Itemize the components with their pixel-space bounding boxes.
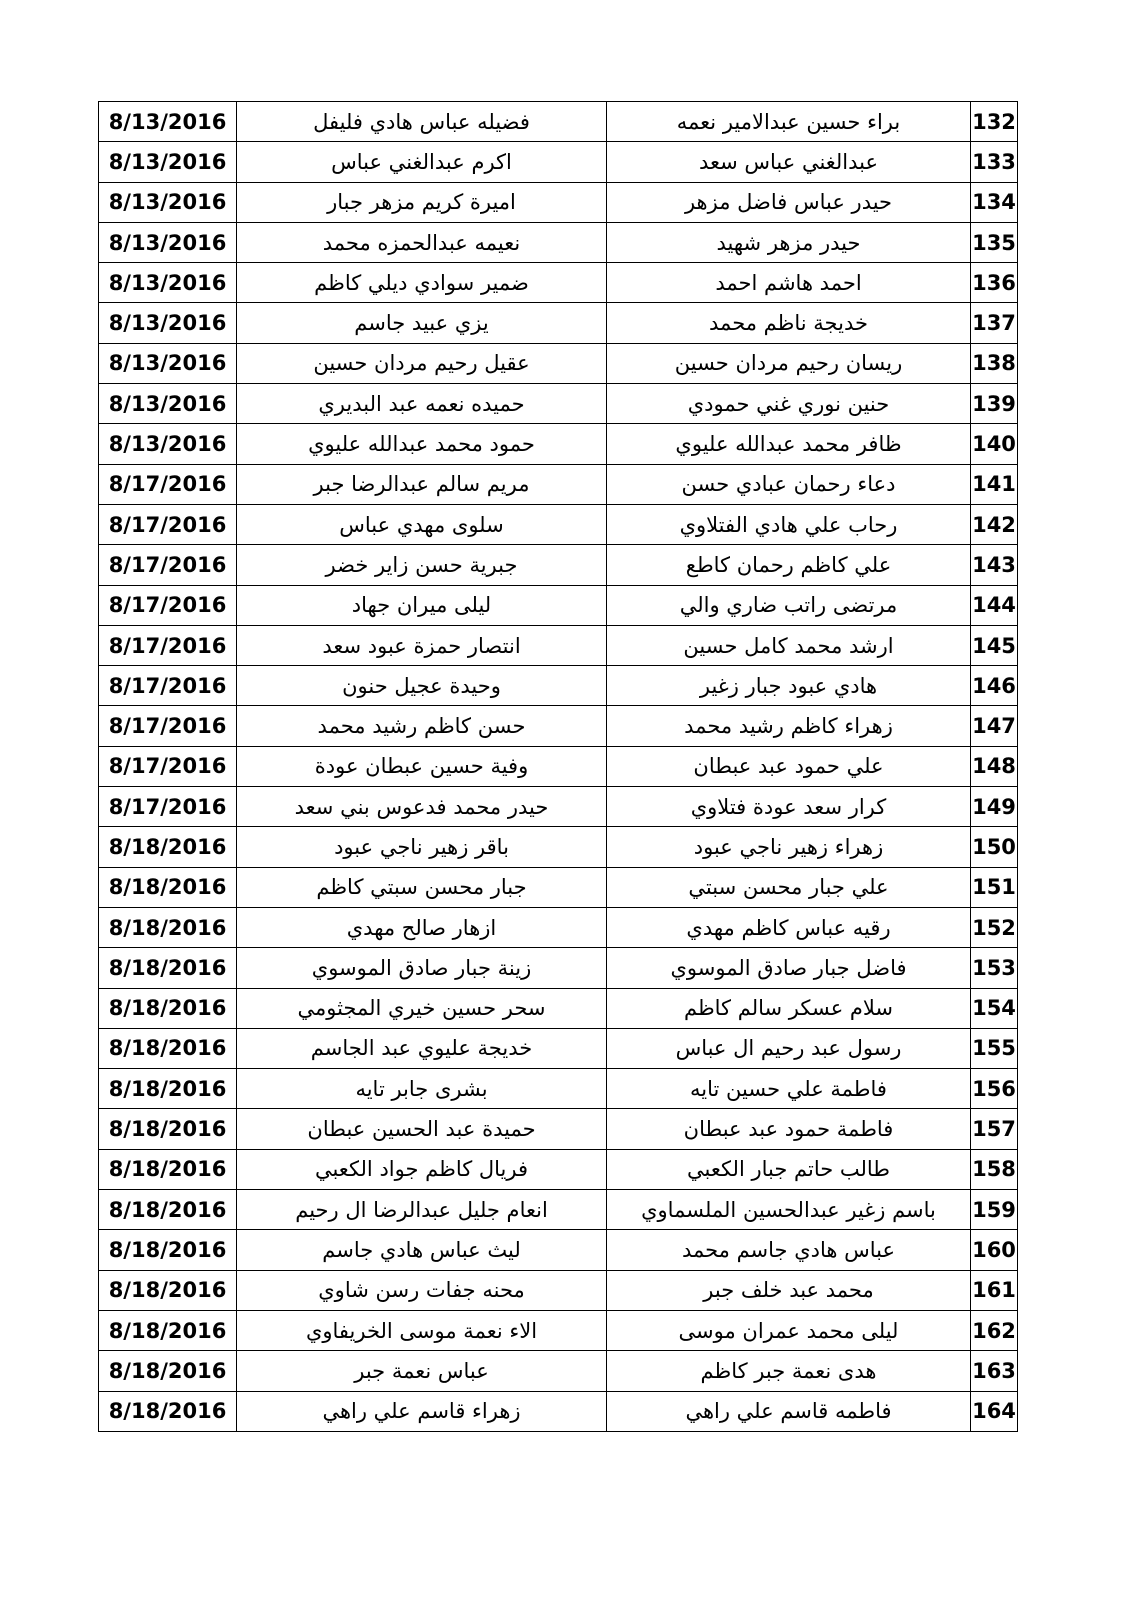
row-number-cell: 140 [971,424,1018,464]
roster-body [99,102,1018,1432]
second-name-cell: انعام جليل عبدالرضا ال رحيم [237,1190,607,1230]
date-cell: 8/18/2016 [99,907,237,947]
first-name-cell: هدى نعمة جبر كاظم [607,1351,971,1391]
date-cell: 8/17/2016 [99,545,237,585]
second-name-cell: وفية حسين عبطان عودة [237,746,607,786]
first-name-cell: علي حمود عبد عبطان [607,746,971,786]
date-cell: 8/13/2016 [99,384,237,424]
table-row [99,746,1018,786]
date-cell: 8/13/2016 [99,424,237,464]
first-name-cell: ظافر محمد عبدالله عليوي [607,424,971,464]
second-name-cell: بشرى جابر تايه [237,1069,607,1109]
second-name-cell: باقر زهير ناجي عبود [237,827,607,867]
second-name-cell: خديجة عليوي عبد الجاسم [237,1028,607,1068]
row-number-cell: 133 [971,142,1018,182]
date-cell: 8/13/2016 [99,343,237,383]
row-number-cell: 156 [971,1069,1018,1109]
table-row [99,343,1018,383]
first-name-cell: محمد عبد خلف جبر [607,1270,971,1310]
row-number-cell: 161 [971,1270,1018,1310]
second-name-cell: عقيل رحيم مردان حسين [237,343,607,383]
table-row [99,867,1018,907]
row-number-cell: 162 [971,1310,1018,1350]
second-name-cell: حميدة عبد الحسين عبطان [237,1109,607,1149]
table-row [99,1391,1018,1431]
first-name-cell: ليلى محمد عمران موسى [607,1310,971,1350]
row-number-cell: 151 [971,867,1018,907]
row-number-cell: 132 [971,102,1018,142]
date-cell: 8/17/2016 [99,746,237,786]
row-number-cell: 143 [971,545,1018,585]
first-name-cell: علي كاظم رحمان كاطع [607,545,971,585]
row-number-cell: 164 [971,1391,1018,1431]
first-name-cell: خديجة ناظم محمد [607,303,971,343]
second-name-cell: فريال كاظم جواد الكعبي [237,1149,607,1189]
first-name-cell: براء حسين عبدالامير نعمه [607,102,971,142]
date-cell: 8/18/2016 [99,1391,237,1431]
date-cell: 8/13/2016 [99,222,237,262]
date-cell: 8/17/2016 [99,706,237,746]
first-name-cell: فاطمه قاسم علي راهي [607,1391,971,1431]
table-row [99,907,1018,947]
table-row [99,424,1018,464]
date-cell: 8/17/2016 [99,585,237,625]
date-cell: 8/13/2016 [99,182,237,222]
table-row [99,1190,1018,1230]
table-row [99,303,1018,343]
date-cell: 8/18/2016 [99,948,237,988]
second-name-cell: حسن كاظم رشيد محمد [237,706,607,746]
first-name-cell: عبدالغني عباس سعد [607,142,971,182]
date-cell: 8/18/2016 [99,1028,237,1068]
row-number-cell: 147 [971,706,1018,746]
table-row [99,222,1018,262]
date-cell: 8/17/2016 [99,504,237,544]
first-name-cell: حيدر مزهر شهيد [607,222,971,262]
date-cell: 8/17/2016 [99,464,237,504]
second-name-cell: عباس نعمة جبر [237,1351,607,1391]
row-number-cell: 146 [971,666,1018,706]
table-row [99,827,1018,867]
table-row [99,666,1018,706]
first-name-cell: طالب حاتم جبار الكعبي [607,1149,971,1189]
row-number-cell: 148 [971,746,1018,786]
second-name-cell: الاء نعمة موسى الخريفاوي [237,1310,607,1350]
date-cell: 8/13/2016 [99,303,237,343]
first-name-cell: رقيه عباس كاظم مهدي [607,907,971,947]
first-name-cell: دعاء رحمان عبادي حسن [607,464,971,504]
table-row [99,504,1018,544]
row-number-cell: 142 [971,504,1018,544]
row-number-cell: 141 [971,464,1018,504]
first-name-cell: فاضل جبار صادق الموسوي [607,948,971,988]
second-name-cell: حميده نعمه عبد البديري [237,384,607,424]
second-name-cell: ضمير سوادي ديلي كاظم [237,263,607,303]
second-name-cell: جبرية حسن زاير خضر [237,545,607,585]
second-name-cell: محنه جفات رسن شاوي [237,1270,607,1310]
table-row [99,1310,1018,1350]
row-number-cell: 149 [971,787,1018,827]
first-name-cell: احمد هاشم احمد [607,263,971,303]
date-cell: 8/18/2016 [99,1069,237,1109]
table-row [99,182,1018,222]
table-row [99,1028,1018,1068]
row-number-cell: 150 [971,827,1018,867]
row-number-cell: 153 [971,948,1018,988]
first-name-cell: رحاب علي هادي الفتلاوي [607,504,971,544]
second-name-cell: حيدر محمد فدعوس بني سعد [237,787,607,827]
date-cell: 8/18/2016 [99,1230,237,1270]
date-cell: 8/18/2016 [99,1109,237,1149]
date-cell: 8/18/2016 [99,1270,237,1310]
row-number-cell: 136 [971,263,1018,303]
first-name-cell: ارشد محمد كامل حسين [607,625,971,665]
second-name-cell: اكرم عبدالغني عباس [237,142,607,182]
first-name-cell: حيدر عباس فاضل مزهر [607,182,971,222]
row-number-cell: 137 [971,303,1018,343]
table-row [99,1149,1018,1189]
date-cell: 8/18/2016 [99,827,237,867]
second-name-cell: نعيمه عبدالحمزه محمد [237,222,607,262]
row-number-cell: 158 [971,1149,1018,1189]
date-cell: 8/13/2016 [99,142,237,182]
row-number-cell: 159 [971,1190,1018,1230]
second-name-cell: يزي عبيد جاسم [237,303,607,343]
date-cell: 8/17/2016 [99,625,237,665]
first-name-cell: كرار سعد عودة فتلاوي [607,787,971,827]
row-number-cell: 138 [971,343,1018,383]
table-row [99,625,1018,665]
date-cell: 8/18/2016 [99,1310,237,1350]
date-cell: 8/13/2016 [99,102,237,142]
row-number-cell: 155 [971,1028,1018,1068]
first-name-cell: زهراء كاظم رشيد محمد [607,706,971,746]
second-name-cell: اميرة كريم مزهر جبار [237,182,607,222]
row-number-cell: 135 [971,222,1018,262]
first-name-cell: حنين نوري غني حمودي [607,384,971,424]
first-name-cell: باسم زغير عبدالحسين الملسماوي [607,1190,971,1230]
second-name-cell: سحر حسين خيري المجثومي [237,988,607,1028]
table-row [99,1230,1018,1270]
first-name-cell: زهراء زهير ناجي عبود [607,827,971,867]
date-cell: 8/13/2016 [99,263,237,303]
second-name-cell: فضيله عباس هادي فليفل [237,102,607,142]
row-number-cell: 134 [971,182,1018,222]
table-row [99,585,1018,625]
second-name-cell: ليلى ميران جهاد [237,585,607,625]
second-name-cell: انتصار حمزة عبود سعد [237,625,607,665]
row-number-cell: 157 [971,1109,1018,1149]
table-row [99,464,1018,504]
second-name-cell: ازهار صالح مهدي [237,907,607,947]
first-name-cell: علي جبار محسن سبتي [607,867,971,907]
second-name-cell: زهراء قاسم علي راهي [237,1391,607,1431]
second-name-cell: وحيدة عجيل حنون [237,666,607,706]
row-number-cell: 160 [971,1230,1018,1270]
date-cell: 8/18/2016 [99,867,237,907]
table-row [99,102,1018,142]
date-cell: 8/18/2016 [99,1149,237,1189]
table-row [99,545,1018,585]
row-number-cell: 145 [971,625,1018,665]
table-row [99,988,1018,1028]
date-cell: 8/17/2016 [99,666,237,706]
row-number-cell: 139 [971,384,1018,424]
first-name-cell: مرتضى راتب ضاري والي [607,585,971,625]
date-cell: 8/18/2016 [99,988,237,1028]
table-row [99,948,1018,988]
first-name-cell: فاطمة حمود عبد عبطان [607,1109,971,1149]
table-row [99,142,1018,182]
second-name-cell: سلوى مهدي عباس [237,504,607,544]
table-row [99,1109,1018,1149]
date-cell: 8/18/2016 [99,1190,237,1230]
table-row [99,1069,1018,1109]
row-number-cell: 163 [971,1351,1018,1391]
second-name-cell: حمود محمد عبدالله عليوي [237,424,607,464]
table-row [99,787,1018,827]
row-number-cell: 154 [971,988,1018,1028]
second-name-cell: مريم سالم عبدالرضا جبر [237,464,607,504]
date-cell: 8/17/2016 [99,787,237,827]
date-cell: 8/18/2016 [99,1351,237,1391]
row-number-cell: 144 [971,585,1018,625]
table-row [99,1351,1018,1391]
second-name-cell: زينة جبار صادق الموسوي [237,948,607,988]
second-name-cell: جبار محسن سبتي كاظم [237,867,607,907]
first-name-cell: فاطمة علي حسين تايه [607,1069,971,1109]
table-row [99,1270,1018,1310]
first-name-cell: هادي عبود جبار زغير [607,666,971,706]
table-row [99,384,1018,424]
second-name-cell: ليث عباس هادي جاسم [237,1230,607,1270]
row-number-cell: 152 [971,907,1018,947]
roster-table [98,101,1018,1432]
first-name-cell: ريسان رحيم مردان حسين [607,343,971,383]
first-name-cell: سلام عسكر سالم كاظم [607,988,971,1028]
first-name-cell: عباس هادي جاسم محمد [607,1230,971,1270]
first-name-cell: رسول عبد رحيم ال عباس [607,1028,971,1068]
table-row [99,706,1018,746]
table-row [99,263,1018,303]
